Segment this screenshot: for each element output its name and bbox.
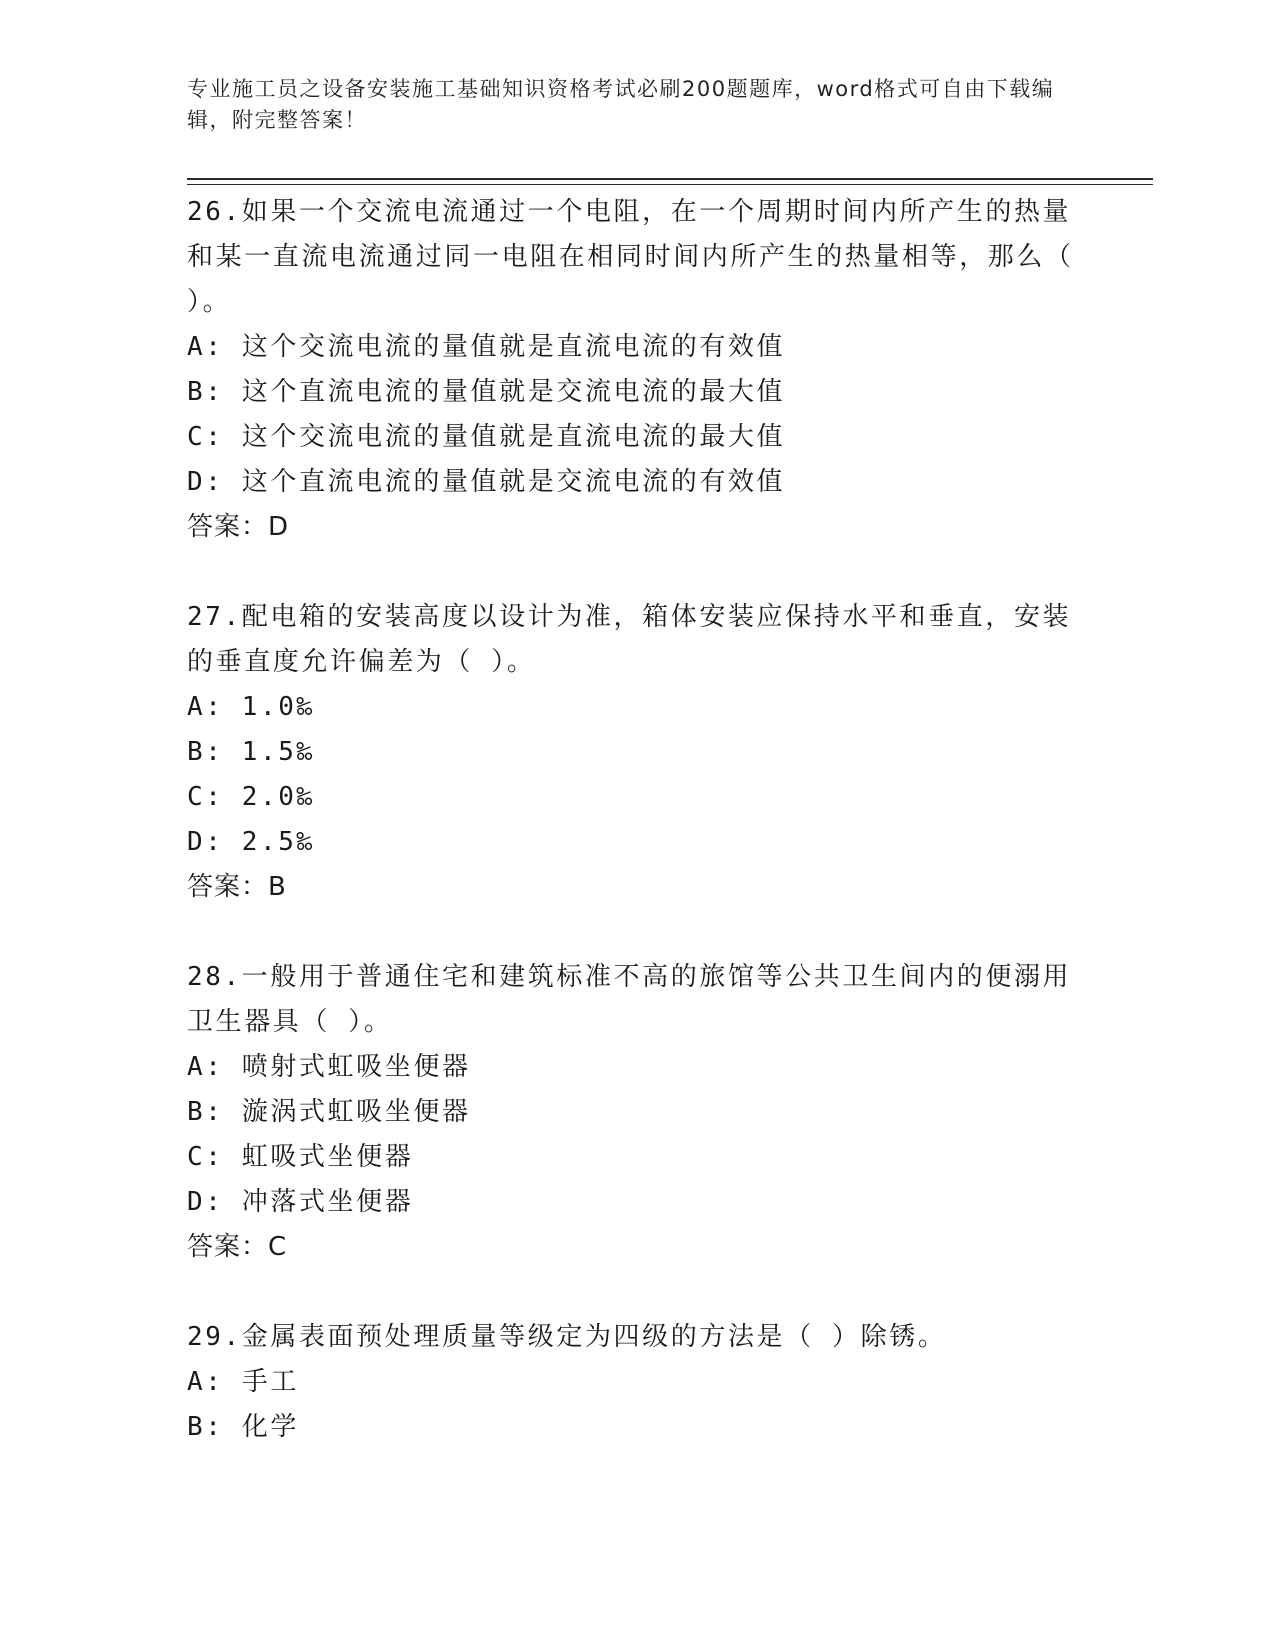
question-text: 28.一般用于普通住宅和建筑标准不高的旅馆等公共卫生间内的便溺用卫生器具（ ）。 [187, 962, 1072, 1037]
option-d: D: 冲落式坐便器 [187, 1187, 414, 1217]
option-a: A: 这个交流电流的量值就是直流电流的有效值 [187, 332, 786, 362]
option-d: D: 这个直流电流的量值就是交流电流的有效值 [187, 467, 786, 497]
question-spacer [187, 910, 1087, 955]
option-b: B: 1.5‰ [187, 737, 315, 767]
option-b: B: 化学 [187, 1412, 299, 1442]
option-c: C: 2.0‰ [187, 782, 315, 812]
question-spacer [187, 550, 1087, 595]
option-b: B: 这个直流电流的量值就是交流电流的最大值 [187, 377, 786, 407]
header-rule-thick [187, 178, 1153, 180]
answer: 答案：D [187, 512, 290, 542]
option-a: A: 手工 [187, 1367, 299, 1397]
header-rule-thin [187, 184, 1153, 185]
answer: 答案：C [187, 1232, 288, 1262]
option-b: B: 漩涡式虹吸坐便器 [187, 1097, 471, 1127]
question-spacer [187, 1270, 1087, 1315]
option-d: D: 2.5‰ [187, 827, 315, 857]
option-c: C: 这个交流电流的量值就是直流电流的最大值 [187, 422, 786, 452]
question-27 [187, 595, 1087, 910]
option-a: A: 1.0‰ [187, 692, 315, 722]
question-text: 29.金属表面预处理质量等级定为四级的方法是（ ）除锈。 [187, 1322, 947, 1352]
option-a: A: 喷射式虹吸坐便器 [187, 1052, 471, 1082]
document-header: 专业施工员之设备安装施工基础知识资格考试必刷200题题库，word格式可自由下载编辑，附完整答案！ [187, 77, 1055, 132]
question-26 [187, 190, 1087, 550]
option-c: C: 虹吸式坐便器 [187, 1142, 414, 1172]
answer: 答案：B [187, 872, 287, 902]
question-28 [187, 955, 1087, 1270]
question-list [187, 190, 1087, 1450]
question-29 [187, 1315, 1087, 1450]
question-text: 27.配电箱的安装高度以设计为准，箱体安装应保持水平和垂直，安装的垂直度允许偏差为（ ）。 [187, 602, 1072, 677]
question-text: 26.如果一个交流电流通过一个电阻，在一个周期时间内所产生的热量和某一直流电流通过同一电阻在相同时间内所产生的热量相等，那么（ ）。 [187, 197, 1074, 317]
